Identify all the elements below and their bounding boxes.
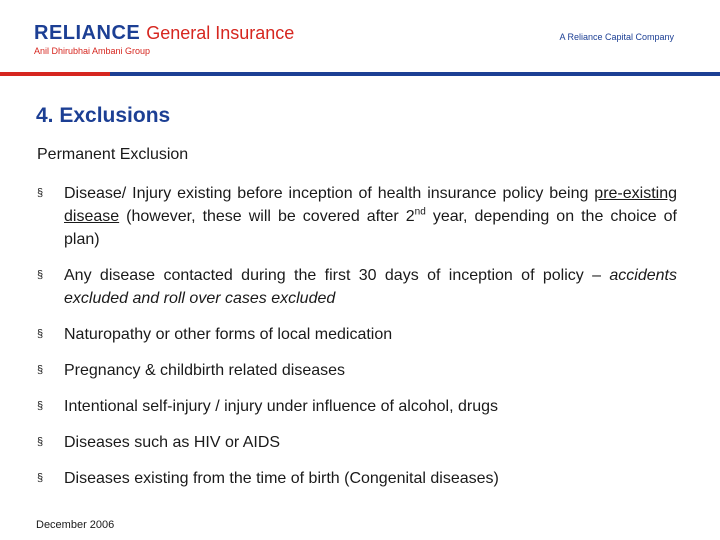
bullet-text-part: Any disease contacted during the first 30 days of inception of policy – [64, 267, 610, 284]
bullet-text-part: Disease/ Injury existing before inception of health insurance policy being [64, 185, 595, 202]
bullet-icon: § [37, 187, 44, 199]
brand-name: RELIANCE [34, 22, 141, 44]
brand-group: Anil Dhirubhai Ambani Group [34, 46, 151, 56]
bullet-text: Naturopathy or other forms of local medication [64, 326, 393, 343]
list-item [37, 182, 677, 251]
list-item [37, 359, 677, 382]
brand-product: General Insurance [146, 23, 295, 43]
bullet-text: Diseases such as HIV or AIDS [64, 434, 281, 451]
header-divider-blue [110, 72, 720, 76]
reliance-logo [34, 22, 294, 56]
list-item [37, 395, 677, 418]
bullet-text [64, 182, 677, 251]
ordinal-suffix: nd [414, 206, 426, 218]
bullet-text: Diseases existing from the time of birth (Congenital diseases) [64, 470, 499, 487]
exclusion-list [37, 182, 677, 503]
list-item [37, 431, 677, 454]
bullet-text: Intentional self-injury / injury under influence of alcohol, drugs [64, 398, 499, 415]
footer-date: December 2006 [36, 519, 115, 531]
bullet-text-italic: accidents excluded and roll over cases excluded [64, 267, 677, 307]
bullet-text: Pregnancy & childbirth related diseases [64, 362, 346, 379]
bullet-text-part: year, depending on the choice of plan) [64, 208, 677, 248]
list-item [37, 467, 677, 490]
bullet-icon: § [37, 472, 44, 484]
header-divider-red [0, 72, 110, 76]
list-item [37, 323, 677, 346]
bullet-icon: § [37, 436, 44, 448]
pre-existing-disease-term: pre-existing disease [64, 185, 677, 225]
slide-subtitle: Permanent Exclusion [37, 146, 189, 163]
bullet-text-part: (however, these will be covered after 2 [119, 208, 415, 225]
tagline: A Reliance Capital Company [559, 32, 674, 42]
bullet-icon: § [37, 269, 44, 281]
bullet-icon: § [37, 328, 44, 340]
header-divider [0, 72, 720, 76]
bullet-text [64, 264, 677, 310]
bullet-icon: § [37, 400, 44, 412]
slide-title: 4. Exclusions [36, 104, 171, 127]
bullet-icon: § [37, 364, 44, 376]
header [0, 0, 720, 72]
list-item [37, 264, 677, 310]
